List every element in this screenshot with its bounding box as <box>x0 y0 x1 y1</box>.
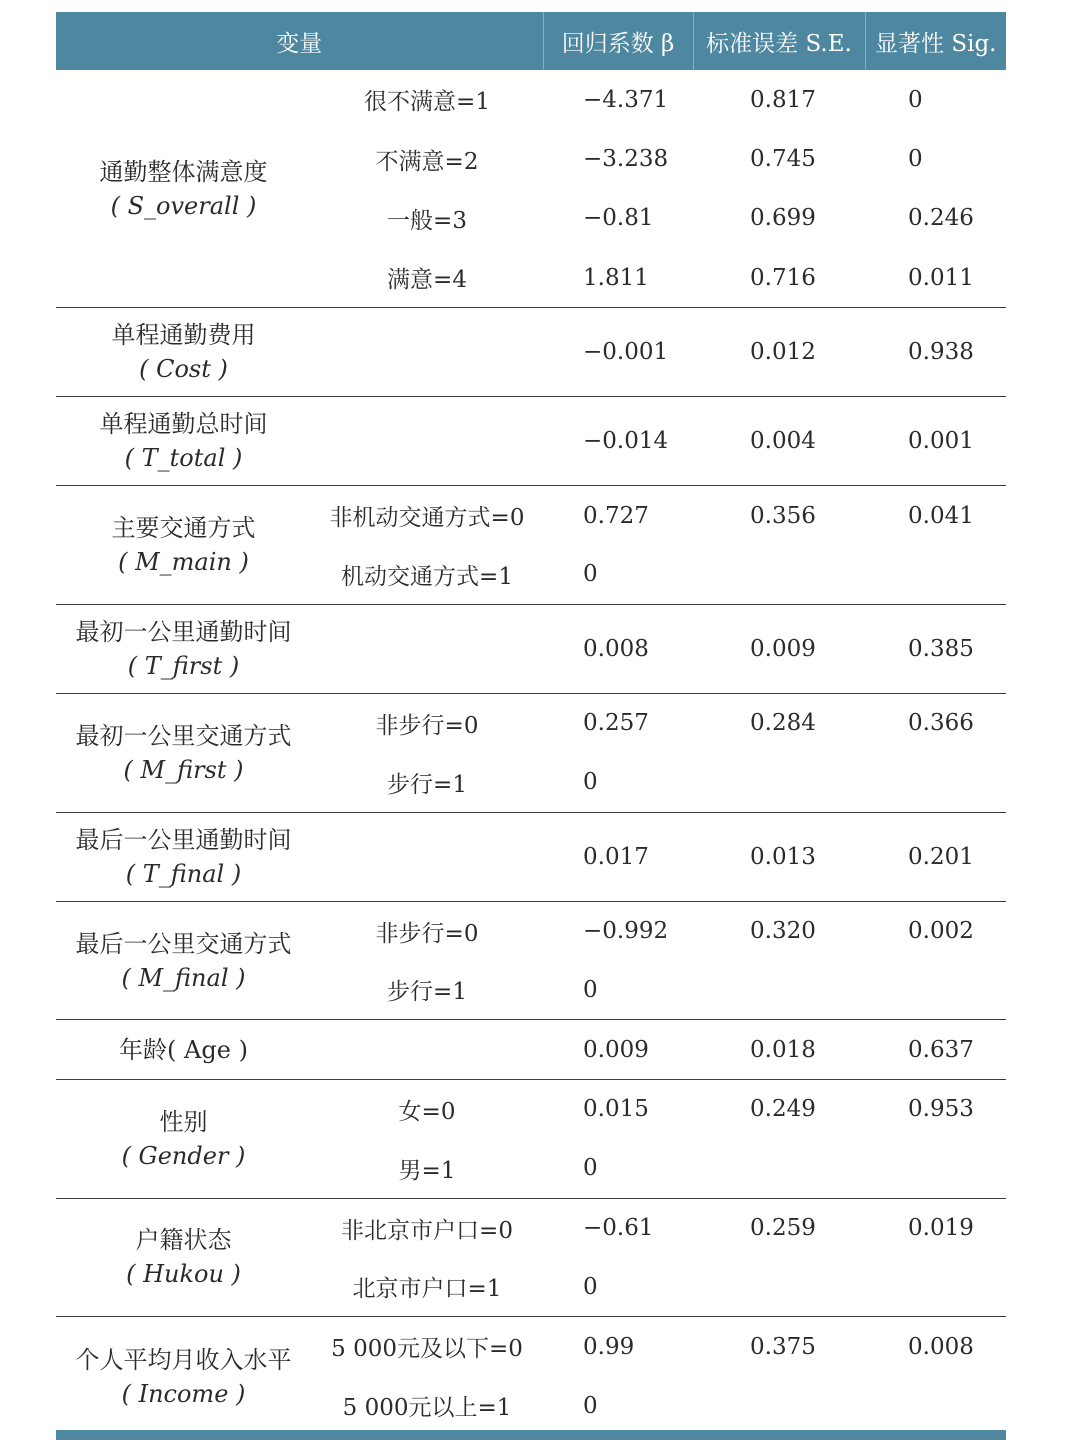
coef-cell: 0 <box>583 1155 598 1182</box>
se-cell <box>693 545 865 604</box>
level-cell: 机动交通方式=1 <box>341 563 513 590</box>
coef-cell: 0 <box>583 1392 598 1419</box>
level-cell: 非步行=0 <box>375 712 479 739</box>
sig-cell: 0.953 <box>908 1096 974 1123</box>
variable-symbol: ( M_first ) <box>123 755 244 784</box>
header-sig: 显著性 Sig. <box>865 12 1006 70</box>
level-cell: 5 000元及以下=0 <box>331 1336 523 1363</box>
variable-group <box>56 1198 1006 1317</box>
variable-name: 最后一公里通勤时间 <box>75 825 292 854</box>
se-cell: 0.716 <box>750 264 816 291</box>
coef-cell: 0.017 <box>583 843 649 870</box>
level-cell: 步行=1 <box>387 979 467 1006</box>
level-cell: 非机动交通方式=0 <box>329 505 525 531</box>
sig-cell: 0.201 <box>908 843 974 870</box>
se-cell: 0.012 <box>750 339 816 366</box>
variable-symbol: ( M_main ) <box>118 547 249 576</box>
se-cell: 0.004 <box>750 428 816 455</box>
table-row <box>56 486 1006 545</box>
variable-symbol: ( T_first ) <box>127 651 240 680</box>
variable-symbol: ( Income ) <box>121 1379 246 1408</box>
sig-cell: 0.008 <box>908 1333 974 1360</box>
variable-cell <box>56 604 311 693</box>
se-cell: 0.817 <box>750 86 816 113</box>
level-cell <box>311 812 543 901</box>
regression-table <box>56 12 1006 1436</box>
se-cell: 0.018 <box>750 1036 816 1063</box>
coef-cell: 0.257 <box>583 710 649 737</box>
coef-cell: −0.014 <box>583 428 669 455</box>
variable-symbol: ( Cost ) <box>139 355 228 384</box>
se-cell: 0.284 <box>750 710 816 737</box>
variable-name: 年龄( Age ) <box>119 1035 248 1064</box>
sig-cell: 0.041 <box>908 502 974 529</box>
level-cell <box>311 308 543 397</box>
se-cell <box>693 1376 865 1435</box>
coef-cell: 0 <box>583 561 598 588</box>
header-coef: 回归系数 β <box>543 12 693 70</box>
level-cell: 一般=3 <box>387 207 467 234</box>
variable-cell <box>56 812 311 901</box>
variable-name: 单程通勤费用 <box>111 321 256 350</box>
coef-cell: 1.811 <box>583 264 649 291</box>
sig-cell <box>865 961 1006 1020</box>
coef-cell: −0.61 <box>583 1215 654 1242</box>
sig-cell <box>865 753 1006 812</box>
sig-cell: 0 <box>908 86 923 113</box>
header-row <box>56 12 1006 70</box>
variable-symbol: ( T_final ) <box>125 859 242 888</box>
sig-cell <box>865 1376 1006 1435</box>
se-cell: 0.356 <box>750 502 816 529</box>
coef-cell: 0.009 <box>583 1036 649 1063</box>
variable-symbol: ( M_final ) <box>121 963 246 992</box>
se-cell: 0.009 <box>750 635 816 662</box>
se-cell: 0.320 <box>750 918 816 945</box>
header-se: 标准误差 S.E. <box>693 12 865 70</box>
table-row <box>56 812 1006 901</box>
sig-cell: 0.366 <box>908 710 974 737</box>
variable-group <box>56 70 1006 308</box>
level-cell: 步行=1 <box>387 771 467 798</box>
variable-cell <box>56 1079 311 1198</box>
sig-cell: 0.019 <box>908 1215 974 1242</box>
se-cell: 0.249 <box>750 1096 816 1123</box>
level-cell: 不满意=2 <box>375 148 479 175</box>
sig-cell: 0.246 <box>908 205 974 232</box>
variable-name: 通勤整体满意度 <box>99 157 268 186</box>
se-cell: 0.745 <box>750 146 816 173</box>
sig-cell: 0.002 <box>908 918 974 945</box>
coef-cell: −0.001 <box>583 339 669 366</box>
coef-cell: 0.99 <box>583 1333 635 1360</box>
variable-name: 户籍状态 <box>135 1226 232 1255</box>
variable-cell <box>56 1317 311 1436</box>
se-cell: 0.013 <box>750 843 816 870</box>
coef-cell: −4.371 <box>583 86 669 113</box>
level-cell: 男=1 <box>398 1157 456 1184</box>
table-row <box>56 397 1006 486</box>
variable-cell <box>56 1020 311 1079</box>
variable-name: 单程通勤总时间 <box>99 410 268 439</box>
coef-cell: 0.008 <box>583 635 649 662</box>
level-cell: 很不满意=1 <box>364 89 490 116</box>
coef-cell: −3.238 <box>583 146 669 173</box>
table-row <box>56 1079 1006 1138</box>
header-variable: 变量 <box>56 12 543 70</box>
variable-symbol: ( Hukou ) <box>126 1260 241 1289</box>
level-cell: 5 000元以上=1 <box>342 1395 512 1422</box>
se-cell: 0.259 <box>750 1215 816 1242</box>
se-cell <box>693 753 865 812</box>
variable-group <box>56 397 1006 486</box>
level-cell: 满意=4 <box>387 267 467 294</box>
variable-group <box>56 604 1006 693</box>
variable-cell <box>56 693 311 812</box>
coef-cell: 0 <box>583 769 598 796</box>
variable-name: 最初一公里交通方式 <box>75 721 292 750</box>
variable-symbol: ( S_overall ) <box>110 191 257 220</box>
variable-group <box>56 812 1006 901</box>
sig-cell: 0.011 <box>908 264 974 291</box>
se-cell: 0.699 <box>750 205 816 232</box>
table-row <box>56 1317 1006 1376</box>
variable-group <box>56 1020 1006 1079</box>
level-cell: 北京市户口=1 <box>352 1276 502 1303</box>
variable-cell <box>56 486 311 605</box>
table-row <box>56 70 1006 129</box>
variable-group <box>56 901 1006 1020</box>
variable-cell <box>56 901 311 1020</box>
coef-cell: 0.015 <box>583 1096 649 1123</box>
coef-cell: 0.727 <box>583 502 649 529</box>
coef-cell: 0 <box>583 1273 598 1300</box>
level-cell: 非步行=0 <box>375 920 479 947</box>
sig-cell <box>865 1139 1006 1198</box>
sig-cell <box>865 1257 1006 1316</box>
variable-group <box>56 1317 1006 1436</box>
level-cell <box>311 604 543 693</box>
sig-cell: 0.637 <box>908 1036 974 1063</box>
variable-cell <box>56 1198 311 1317</box>
se-cell <box>693 1257 865 1316</box>
table-row <box>56 604 1006 693</box>
bottom-border-bar <box>56 1430 1006 1440</box>
coef-cell: −0.81 <box>583 205 654 232</box>
table-row <box>56 1198 1006 1257</box>
coef-cell: −0.992 <box>583 918 669 945</box>
table-row <box>56 1020 1006 1079</box>
se-cell: 0.375 <box>750 1333 816 1360</box>
se-cell <box>693 1139 865 1198</box>
variable-name: 最后一公里交通方式 <box>75 929 292 958</box>
sig-cell <box>865 545 1006 604</box>
coef-cell: 0 <box>583 976 598 1003</box>
variable-symbol: ( Gender ) <box>121 1141 246 1170</box>
se-cell <box>693 961 865 1020</box>
variable-symbol: ( T_total ) <box>124 444 243 473</box>
sig-cell: 0.001 <box>908 428 974 455</box>
variable-cell <box>56 397 311 486</box>
level-cell <box>311 397 543 486</box>
variable-group <box>56 1079 1006 1198</box>
table-row <box>56 901 1006 960</box>
variable-name: 性别 <box>159 1107 208 1136</box>
sig-cell: 0 <box>908 146 923 173</box>
sig-cell: 0.938 <box>908 339 974 366</box>
level-cell: 女=0 <box>398 1098 456 1125</box>
variable-group <box>56 486 1006 605</box>
table-row <box>56 308 1006 397</box>
variable-cell <box>56 308 311 397</box>
table-row <box>56 693 1006 752</box>
variable-name: 最初一公里通勤时间 <box>75 617 292 646</box>
level-cell: 非北京市户口=0 <box>341 1217 513 1244</box>
variable-name: 主要交通方式 <box>111 513 256 542</box>
variable-group <box>56 308 1006 397</box>
variable-cell <box>56 70 311 308</box>
sig-cell: 0.385 <box>908 635 974 662</box>
variable-group <box>56 693 1006 812</box>
level-cell <box>311 1020 543 1079</box>
variable-name: 个人平均月收入水平 <box>75 1345 292 1374</box>
